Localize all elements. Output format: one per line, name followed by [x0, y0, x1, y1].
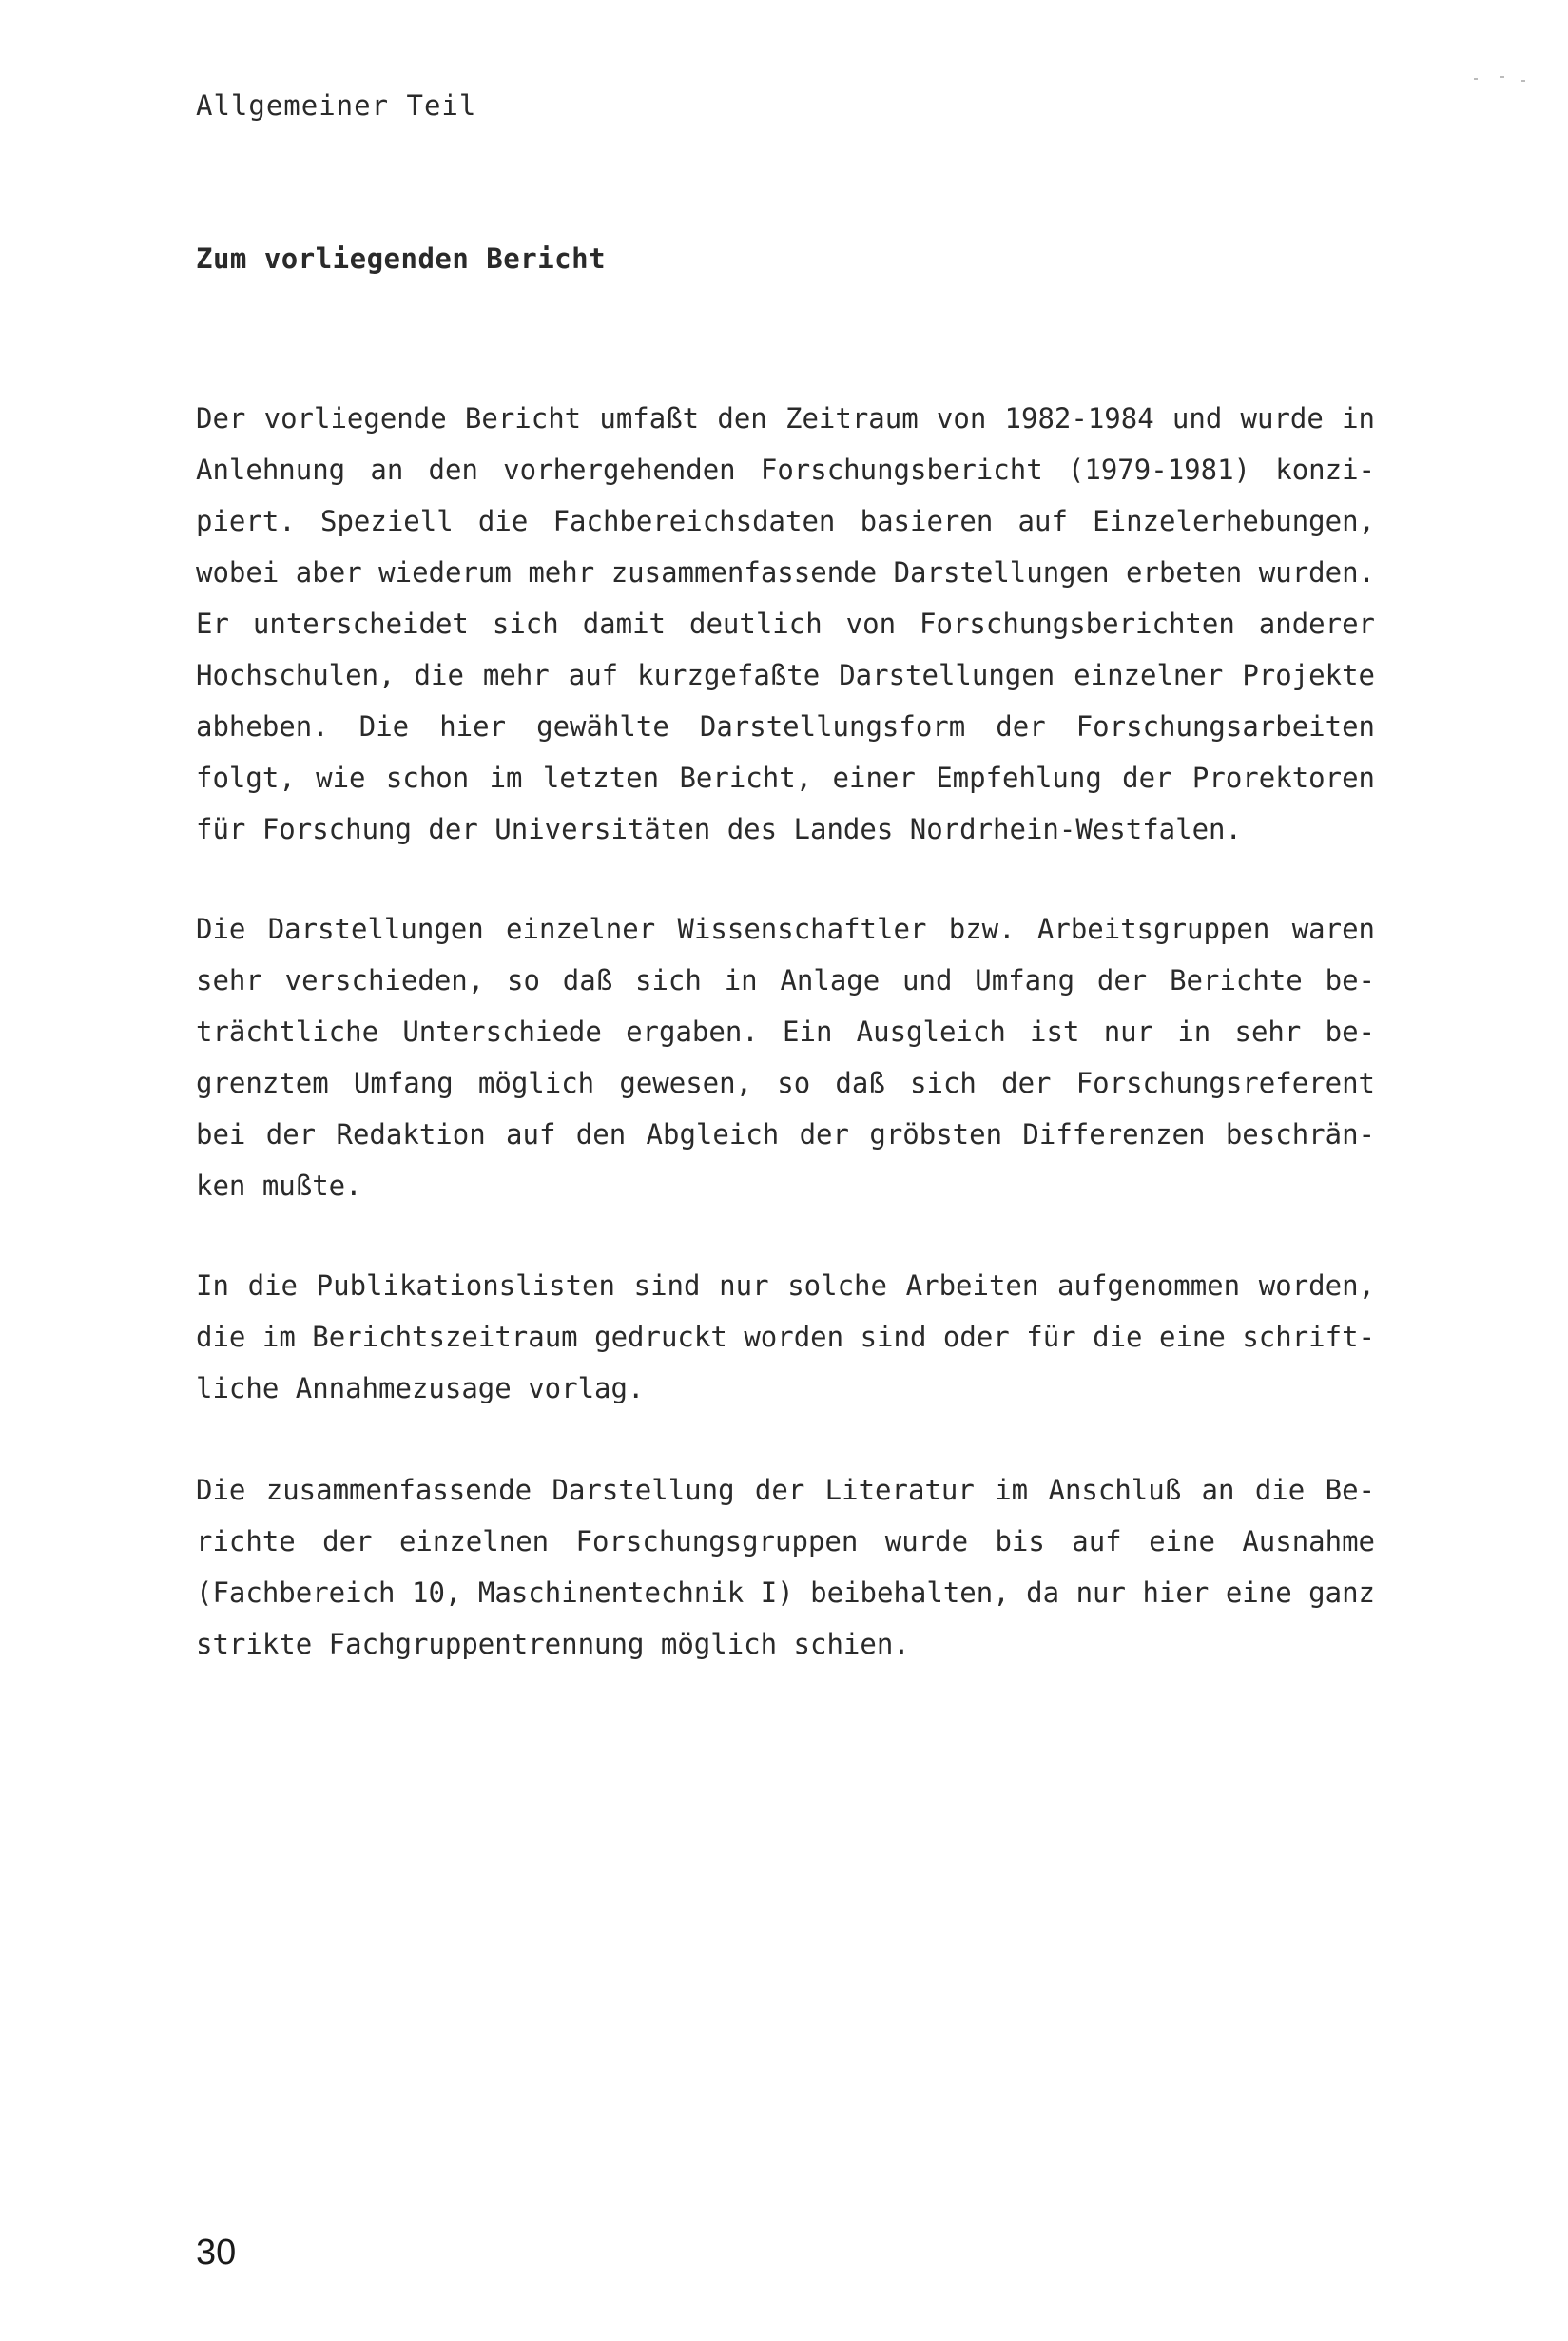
paragraph-line: für Forschung der Universitäten des Landes Nordrhein-Westfalen.	[196, 813, 1242, 845]
paragraph-line: wobei aber wiederum mehr zusammenfassende Darstellungen erbeten wurden.	[196, 556, 1375, 589]
paragraph-line: Anlehnung an den vorhergehenden Forschungsbericht (1979-1981) konzi-	[196, 454, 1375, 486]
paragraph-line: Hochschulen, die mehr auf kurzgefaßte Darstellungen einzelner Projekte	[196, 659, 1375, 691]
paragraph-line: bei der Redaktion auf den Abgleich der gröbsten Differenzen beschrän-	[196, 1118, 1375, 1151]
scan-speck	[1474, 78, 1478, 80]
paragraph-line: richte der einzelnen Forschungsgruppen wurde bis auf eine Ausnahme	[196, 1525, 1375, 1557]
paragraph-line: abheben. Die hier gewählte Darstellungsform der Forschungsarbeiten	[196, 710, 1375, 743]
paragraph-line: Die zusammenfassende Darstellung der Literatur im Anschluß an die Be-	[196, 1474, 1375, 1506]
paragraph-line: die im Berichtszeitraum gedruckt worden sind oder für die eine schrift-	[196, 1321, 1375, 1353]
running-head: Allgemeiner Teil	[196, 89, 477, 122]
paragraph-line: piert. Speziell die Fachbereichsdaten basieren auf Einzelerhebungen,	[196, 505, 1375, 537]
paragraph-line: Die Darstellungen einzelner Wissenschaftler bzw. Arbeitsgruppen waren	[196, 913, 1375, 945]
page-number: 30	[196, 2233, 237, 2273]
paragraph-line: strikte Fachgruppentrennung möglich schien.	[196, 1628, 910, 1660]
paragraph-4	[196, 1464, 1375, 1670]
scan-speck	[1521, 80, 1525, 82]
paragraph-line: Er unterscheidet sich damit deutlich von Forschungsberichten anderer	[196, 608, 1375, 640]
paragraph-line: ken mußte.	[196, 1170, 362, 1202]
paragraph-line: trächtliche Unterschiede ergaben. Ein Ausgleich ist nur in sehr be-	[196, 1016, 1375, 1048]
scan-speck	[1500, 76, 1504, 78]
section-title: Zum vorliegenden Bericht	[196, 242, 607, 275]
paragraph-3	[196, 1260, 1375, 1414]
paragraph-line: sehr verschieden, so daß sich in Anlage und Umfang der Berichte be-	[196, 964, 1375, 996]
paragraph-line: Der vorliegende Bericht umfaßt den Zeitraum von 1982-1984 und wurde in	[196, 402, 1375, 435]
paragraph-line: In die Publikationslisten sind nur solche Arbeiten aufgenommen worden,	[196, 1269, 1375, 1302]
paragraph-2	[196, 903, 1375, 1211]
paragraph-line: folgt, wie schon im letzten Bericht, einer Empfehlung der Prorektoren	[196, 762, 1375, 794]
paragraph-1	[196, 393, 1375, 855]
paragraph-line: liche Annahmezusage vorlag.	[196, 1372, 645, 1404]
paragraph-line: (Fachbereich 10, Maschinentechnik I) beibehalten, da nur hier eine ganz	[196, 1577, 1375, 1609]
paragraph-line: grenztem Umfang möglich gewesen, so daß sich der Forschungsreferent	[196, 1067, 1375, 1099]
